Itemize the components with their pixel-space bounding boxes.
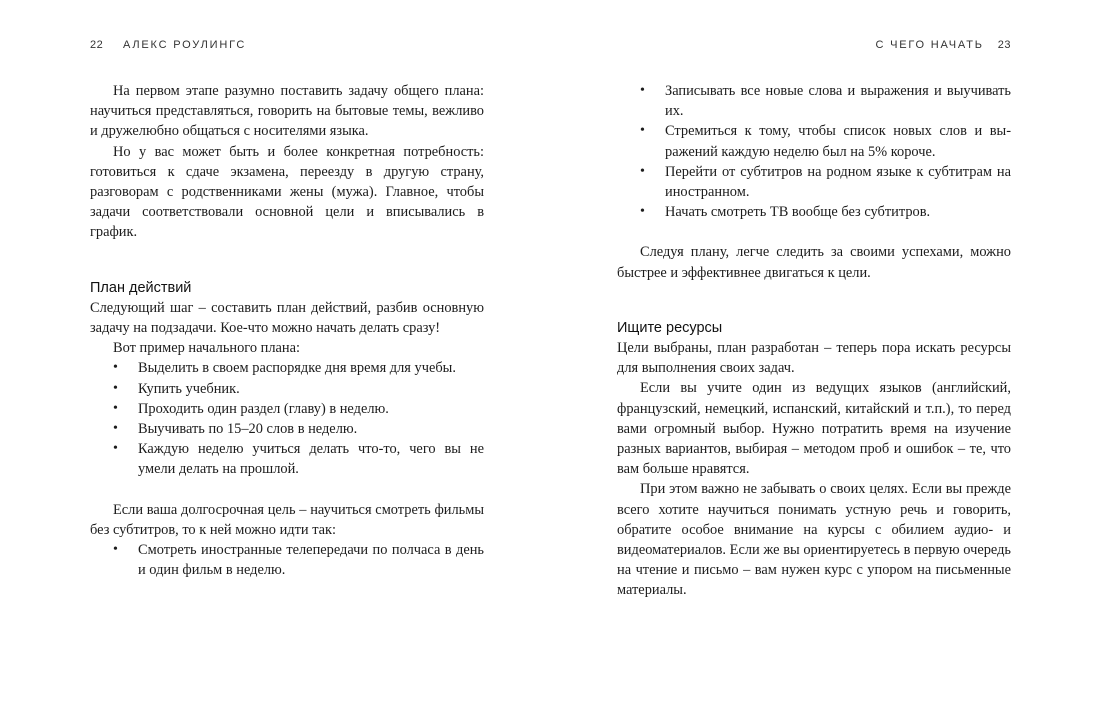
list-item: • Выделить в своем распорядке дня время для учебы. [90, 358, 484, 378]
left-page-number: 22 [90, 39, 104, 51]
paragraph: Следуя плану, легче следить за своими успехами, можно быстрее и эффективнее двигаться к цели. [617, 244, 1011, 281]
left-page [90, 0, 484, 707]
long-term-list [90, 540, 484, 580]
paragraph: На первом этапе разумно поставить задачу общего плана: научиться представляться, говорить на бытовые темы, вежливо и дружелюбно общаться с носителями языка. [90, 83, 484, 140]
paragraph: Если вы учите один из ведущих языков (английский, французский, немецкий, испанский, китайский и т.п.), то перед вами огромный выбор. Нужно потратить время на изучение разных вариантов, выбирая – методом проб и ошибок – те, что вам больше нравятся. [617, 380, 1011, 478]
list-item: • Стремиться к тому, чтобы список новых слов и выражений каждую неделю был на 5% короче. [640, 123, 1011, 160]
bullet-icon: • [113, 421, 118, 437]
left-running-head [90, 39, 484, 55]
paragraph: Но у вас может быть и более конкретная потребность: готовиться к сдаче экзамена, переезду в другую страну, разговорам с родственниками жены (мужа). Главное, чтобы задачи соответствовали основной цели и вписывались в график. [90, 143, 484, 241]
list-item: • Проходить один раздел (главу) в неделю. [90, 399, 484, 419]
example-intro: Вот пример начального плана: [113, 340, 300, 357]
section-heading-resources: Ищите ресурсы [617, 319, 723, 336]
bullet-icon: • [640, 163, 645, 179]
bullet-icon: • [113, 380, 118, 396]
list-item: • Выучивать по 15–20 слов в неделю. [90, 419, 484, 439]
bullet-icon: • [113, 441, 118, 457]
right-running-title: С ЧЕГО НАЧАТЬ [875, 39, 984, 51]
section-heading-plan: План действий [90, 279, 192, 296]
left-page-body [90, 81, 484, 580]
list-item: • Записывать все новые слова и выражения и выучивать их. [640, 83, 1011, 120]
list-item: • Каждую неделю учиться делать что-то, чего вы не умели делать на прошлой. [113, 441, 484, 478]
section-lead-paragraph: Следующий шаг – составить план действий, разбив основную задачу на подзадачи. Кое-что можно начать делать сразу! [90, 299, 484, 337]
right-running-head [617, 39, 1011, 55]
right-page-body [617, 81, 1011, 601]
paragraph: Если ваша долгосрочная цель – научиться смотреть фильмы без субтитров, то к ней можно идти так: [90, 501, 484, 538]
section-lead-paragraph: Цели выбраны, план разработан – теперь пора искать ресурсы для выполнения своих задач. [617, 340, 1011, 377]
paragraph: При этом важно не забывать о своих целях. Если вы прежде всего хотите научиться понимать устную речь и говорить, обратите особое внимание на курсы с обилием аудио- и видеоматериалов. Если же вы ориентируетесь в первую очередь на чтение и письмо – вам нужен курс с упором на письменные материалы. [617, 481, 1011, 599]
plan-list [90, 358, 484, 479]
bullet-icon: • [640, 204, 645, 220]
list-item: • Смотреть иностранные телепередачи по полчаса в день и один фильм в неделю. [113, 542, 484, 579]
list-item: • Начать смотреть ТВ вообще без субтитров. [617, 202, 1011, 222]
right-page-number: 23 [997, 39, 1011, 51]
list-item: • Купить учебник. [90, 379, 484, 399]
bullet-icon: • [640, 83, 645, 98]
bullet-icon: • [113, 542, 118, 558]
bullet-icon: • [640, 123, 645, 139]
continued-list [617, 81, 1011, 222]
bullet-icon: • [113, 360, 118, 376]
right-page [617, 0, 1011, 707]
bullet-icon: • [113, 400, 118, 416]
list-item: • Перейти от субтитров на родном языке к субтитрам на иностранном. [640, 163, 1011, 201]
left-running-title: АЛЕКС РОУЛИНГС [123, 39, 247, 51]
